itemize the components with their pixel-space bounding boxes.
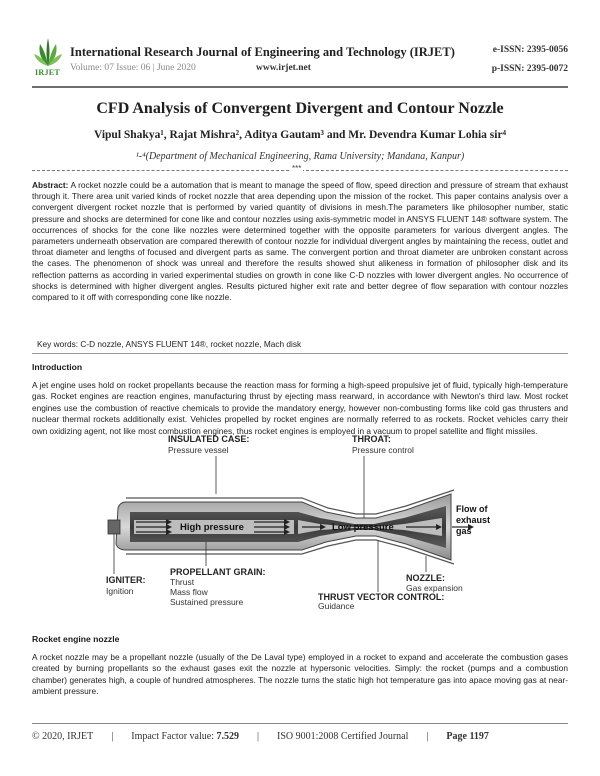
label-propellant: PROPELLANT GRAIN: (170, 567, 266, 577)
eissn: e-ISSN: 2395-0056 (492, 45, 568, 55)
nozzle-paragraph: A rocket nozzle may be a propellant nozzle (usually of the De Laval type) employed in a rocket to expand and accelerate the combustion gases created by burning propellants so the exhaust gases exit the nozzle at hypersonic velocities. Simply: the rocket (pumps and a combustion chamber) generates high, a couple of hundred atmospheres. The nozzle turns the static high hot temperature gas into apace moving gas at near-ambient pressure. (32, 652, 568, 697)
label-high-pressure: High pressure (180, 522, 244, 533)
journal-name: International Research Journal of Engineering and Technology (IRJET) (70, 45, 455, 59)
footer-divider (32, 723, 568, 724)
footer-iso: ISO 9001:2008 Certified Journal (277, 731, 409, 742)
nozzle-heading: Rocket engine nozzle (32, 634, 120, 644)
intro-paragraph: A jet engine uses hold on rocket propellants because the reaction mass for forming a high-speed propulsive jet of fluid, typically high-temperature gas. Rocket engines are reaction engines, manufacturing thrust by ejecting mass rearward, in accordance with Newton's third law. Most rocket engines use the combustion of reactive chemicals to provide the mandatory energy, however non-combusting forms like cold gas thrusters and nuclear thermal rockets additionally exist. Vehicles propelled by rocket engines are normally referred to as rockets. Rocket vehicles carry their own oxidizing agent, not like most combustion engines, thus rocket engines is employed in a vacuum to propel satellite and flight missiles. (32, 380, 568, 436)
paper-authors: Vipul Shakya¹, Rajat Mishra², Aditya Gautam³ and Mr. Devendra Kumar Lohia sir⁴ (93, 129, 507, 141)
label-insulated-case: INSULATED CASE: (168, 434, 250, 444)
label-propellant-sub1: Thrust (170, 577, 195, 587)
journal-header (32, 36, 568, 86)
footer-impact-value: 7.529 (216, 731, 239, 742)
journal-website[interactable]: www.irjet.net (256, 63, 311, 73)
label-flow-3: gas (456, 526, 472, 536)
label-nozzle: NOZZLE: (406, 573, 445, 583)
abstract (32, 180, 568, 303)
label-flow-1: Flow of (456, 504, 488, 514)
label-throat: THROAT: (352, 434, 391, 444)
label-igniter: IGNITER: (106, 575, 146, 585)
keywords: Key words: C-D nozzle, ANSYS FLUENT 14®, rocket nozzle, Mach disk (37, 339, 302, 349)
pissn: p-ISSN: 2395-0072 (491, 64, 568, 74)
page-footer: © 2020, IRJET | Impact Factor value: 7.529 | ISO 9001:2008 Certified Journal | Page 1197 (32, 731, 489, 742)
footer-copyright: © 2020, IRJET (32, 731, 94, 742)
logo-text: IRJET (35, 68, 61, 77)
label-flow-2: exhaust (456, 515, 491, 525)
footer-impact-label: Impact Factor value: (131, 731, 214, 742)
keywords-divider (32, 353, 568, 354)
paper-affiliation: ¹-⁴(Department of Mechanical Engineering, Rama University; Mandana, Kanpur) (135, 151, 465, 162)
label-tvc-sub: Guidance (318, 601, 355, 610)
label-propellant-sub2: Mass flow (170, 587, 208, 597)
label-low-pressure: Low pressure (332, 522, 394, 533)
footer-page: Page 1197 (446, 731, 489, 742)
abstract-text: A rocket nozzle could be a automation that is meant to manage the speed of flow, speed direction and pressure of stream that exhaust through it. There area unit varied kinds of rocket nozzle that area depending upon the mission of the rocket. This paper contains analysis over a convergent divergent rocket nozzle that is performed by varied quantity of divisions in mesh.The parameters like philosopher number, static pressure and shocks are determined for cone like and contour nozzles using axis-symmetric model in ANSYS FLUENT 14® software system. The occurrences of shocks for the cone like nozzles were determined together with the opposite parameters for various divergent angles. The parameters underneath observation are compared therewith of contour nozzle for individual divergent angles by maintaining the recess, outlet and throat diameter and lengths of focused and divergent parts as same. The convergent portion and throat diameter are unbroken constant across the cases. The phenomenon of shock was unreal and therefore the results showed shut alikeness in formation of philosopher disk and its reflection patterns as according in varied experimental studies on growth in cone like C-D nozzles with lower divergent angles. No occurrence of shocks is determined with higher divergent angles. Results pictured higher exit rate and better degree of flow separation with contour nozzles compared to it off with corresponding cone like nozzle. (32, 180, 568, 303)
rocket-motor-diagram (106, 432, 498, 610)
abstract-label: Abstract: (32, 180, 69, 190)
header-divider (32, 86, 568, 88)
label-igniter-sub: Ignition (106, 586, 134, 596)
intro-heading: Introduction (32, 362, 83, 372)
label-insulated-case-sub: Pressure vessel (168, 445, 229, 455)
label-tvc: THRUST VECTOR CONTROL: (318, 592, 445, 602)
separator-stars: *** (292, 164, 302, 173)
journal-volume: Volume: 07 Issue: 06 | June 2020 (70, 63, 196, 73)
label-propellant-sub3: Sustained pressure (170, 597, 244, 607)
label-nozzle-sub: Gas expansion (406, 583, 463, 593)
label-throat-sub: Pressure control (352, 445, 414, 455)
paper-title: CFD Analysis of Convergent Divergent and Contour Nozzle (96, 100, 504, 117)
